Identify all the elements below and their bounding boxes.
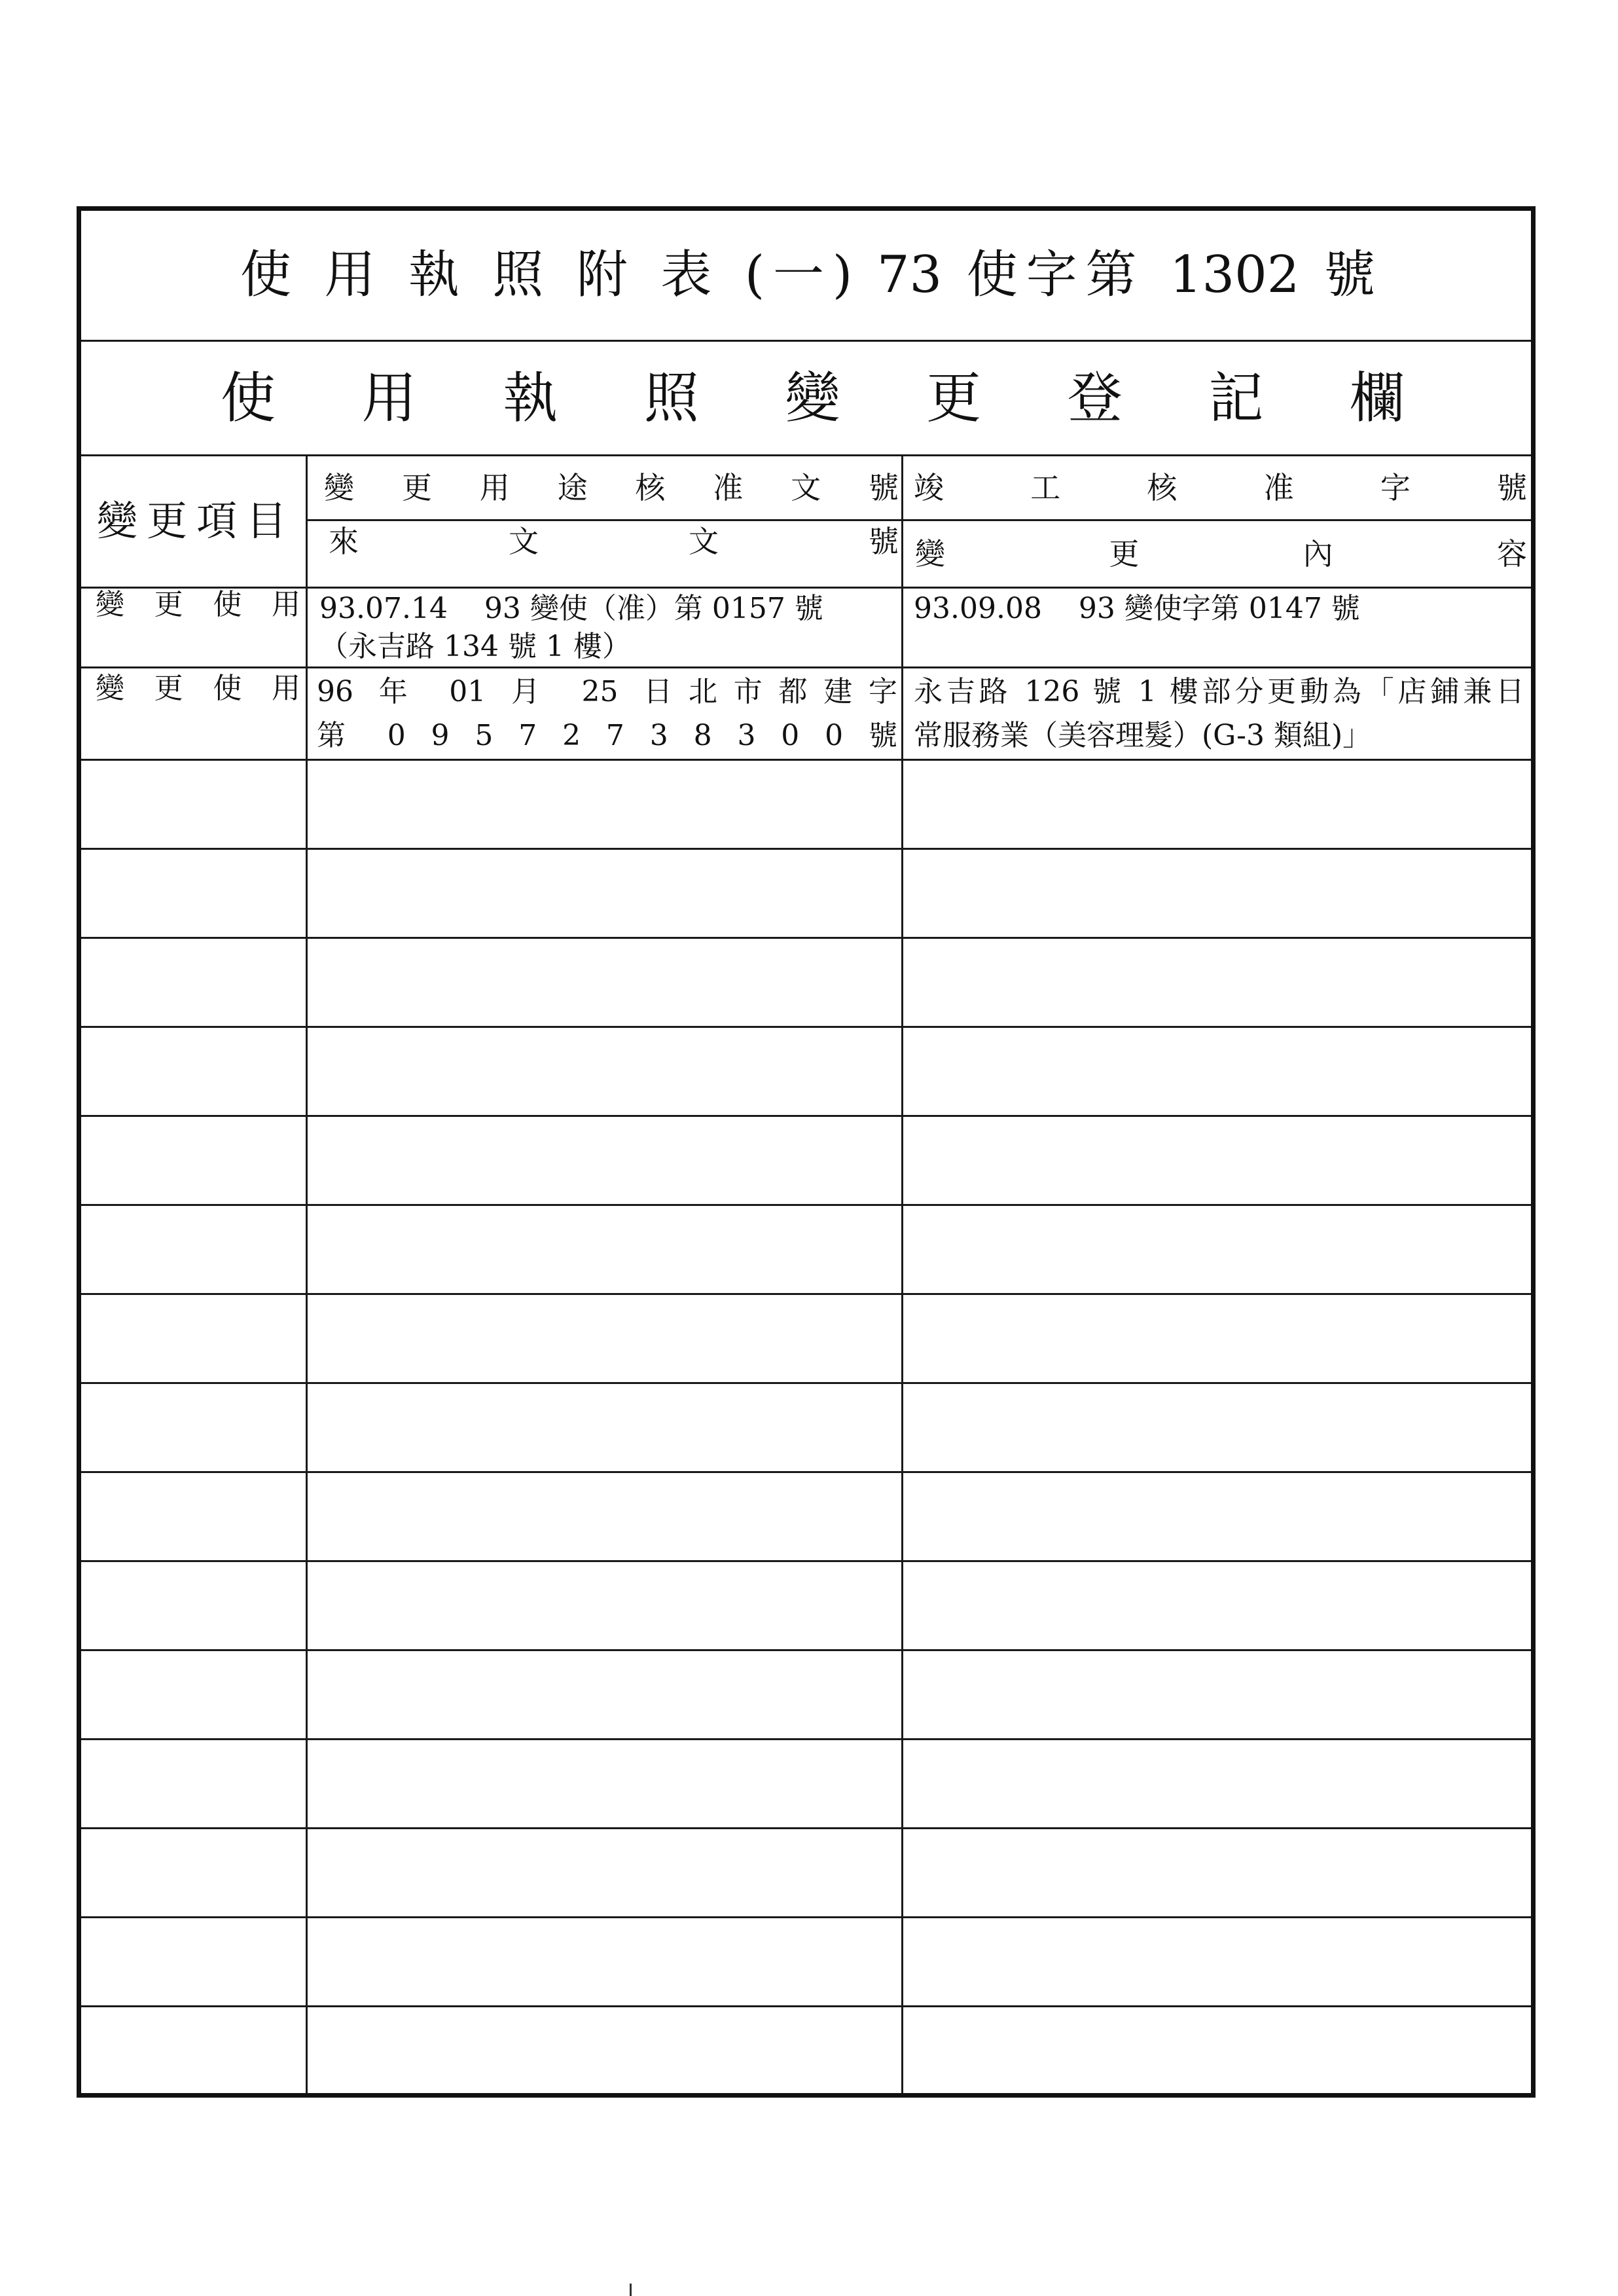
- empty-row: [79, 1561, 1534, 1650]
- entry-content-line: 常服務業（美容理髮）(G-3 類組)」: [914, 719, 1372, 752]
- empty-row: [79, 1294, 1534, 1383]
- section-heading-cell: [79, 341, 1534, 456]
- empty-doc-cell: [307, 1918, 903, 2007]
- incoming-doc-header-cell: [307, 520, 903, 588]
- empty-item-cell: [79, 1027, 307, 1116]
- empty-item-cell: [79, 1829, 307, 1918]
- completion-approval-header-cell: [903, 456, 1534, 520]
- entry-item-cell: [79, 668, 307, 760]
- change-registration-table: [77, 206, 1536, 2098]
- empty-row: [79, 1383, 1534, 1472]
- empty-row: [79, 1205, 1534, 1294]
- empty-row: [79, 760, 1534, 849]
- entry-content-cell: [903, 668, 1534, 760]
- empty-doc-cell: [307, 1027, 903, 1116]
- empty-content-cell: [903, 938, 1534, 1027]
- empty-doc-cell: [307, 1829, 903, 1918]
- entry-item: 變 更 使 用: [96, 672, 300, 705]
- empty-row: [79, 1918, 1534, 2007]
- empty-row: [79, 2007, 1534, 2096]
- empty-row: [79, 849, 1534, 938]
- empty-doc-cell: [307, 1650, 903, 1740]
- page-title: 使 用 執 照 附 表 (一) 73 使字第 1302 號: [240, 245, 1376, 304]
- empty-content-cell: [903, 1294, 1534, 1383]
- empty-doc-cell: [307, 1740, 903, 1829]
- approval-doc-header-cell: [307, 456, 903, 520]
- empty-row: [79, 938, 1534, 1027]
- empty-row: [79, 1027, 1534, 1116]
- empty-item-cell: [79, 760, 307, 849]
- incoming-doc-header: 來 文 文 號: [329, 524, 899, 559]
- empty-item-cell: [79, 1383, 307, 1472]
- entry-doc-line: 93.07.14 93 變使（准）第 0157 號: [319, 592, 823, 625]
- empty-doc-cell: [307, 1294, 903, 1383]
- empty-item-cell: [79, 1472, 307, 1561]
- empty-content-cell: [903, 1205, 1534, 1294]
- scan-mark: [630, 2284, 632, 2296]
- table-row: [79, 668, 1534, 760]
- entry-doc-line: 96 年 01 月 25 日北市都建字: [317, 675, 897, 708]
- empty-doc-cell: [307, 1472, 903, 1561]
- empty-doc-cell: [307, 760, 903, 849]
- empty-doc-cell: [307, 849, 903, 938]
- empty-item-cell: [79, 1740, 307, 1829]
- table-row: [79, 588, 1534, 668]
- entry-doc-cell: [307, 668, 903, 760]
- section-heading: 使 用 執 照 變 更 登 記 欄: [221, 365, 1405, 430]
- change-content-header-cell: [903, 520, 1534, 588]
- empty-item-cell: [79, 1116, 307, 1205]
- completion-approval-header: 竣 工 核 准 字 號: [914, 469, 1528, 505]
- empty-doc-cell: [307, 1383, 903, 1472]
- empty-content-cell: [903, 1829, 1534, 1918]
- entry-doc-cell: [307, 588, 903, 668]
- entry-doc-line: （永吉路 134 號 1 樓）: [319, 630, 631, 663]
- empty-content-cell: [903, 2007, 1534, 2096]
- empty-content-cell: [903, 849, 1534, 938]
- empty-item-cell: [79, 1561, 307, 1650]
- empty-doc-cell: [307, 1205, 903, 1294]
- title-cell: [79, 209, 1534, 341]
- empty-item-cell: [79, 1294, 307, 1383]
- entry-item-cell: [79, 588, 307, 668]
- entry-content-cell: [903, 588, 1534, 668]
- empty-row: [79, 1116, 1534, 1205]
- empty-content-cell: [903, 1383, 1534, 1472]
- section-heading-row: [79, 341, 1534, 456]
- change-item-header: 變更項目: [97, 497, 297, 545]
- empty-content-cell: [903, 1027, 1534, 1116]
- entry-doc-line: 第 0 9 5 7 2 7 3 8 3 0 0 號: [317, 719, 897, 752]
- empty-content-cell: [903, 1740, 1534, 1829]
- entry-item: 變 更 使 用: [96, 588, 300, 621]
- header-row-1: [79, 456, 1534, 520]
- empty-item-cell: [79, 1205, 307, 1294]
- empty-doc-cell: [307, 938, 903, 1027]
- empty-item-cell: [79, 1918, 307, 2007]
- empty-content-cell: [903, 760, 1534, 849]
- title-row: [79, 209, 1534, 341]
- empty-content-cell: [903, 1116, 1534, 1205]
- entry-content-line: 永吉路 126 號 1 樓部分更動為「店鋪兼日: [914, 675, 1525, 708]
- empty-content-cell: [903, 1561, 1534, 1650]
- empty-doc-cell: [307, 1116, 903, 1205]
- change-content-header: 變 更 內 容: [915, 536, 1528, 572]
- empty-item-cell: [79, 2007, 307, 2096]
- empty-item-cell: [79, 1650, 307, 1740]
- empty-row: [79, 1650, 1534, 1740]
- empty-row: [79, 1472, 1534, 1561]
- empty-doc-cell: [307, 1561, 903, 1650]
- approval-doc-header: 變 更 用 途 核 准 文 號: [324, 469, 899, 505]
- empty-row: [79, 1829, 1534, 1918]
- empty-row: [79, 1740, 1534, 1829]
- entry-content-line: 93.09.08 93 變使字第 0147 號: [914, 592, 1360, 625]
- empty-content-cell: [903, 1472, 1534, 1561]
- empty-item-cell: [79, 938, 307, 1027]
- empty-doc-cell: [307, 2007, 903, 2096]
- empty-content-cell: [903, 1918, 1534, 2007]
- empty-content-cell: [903, 1650, 1534, 1740]
- empty-item-cell: [79, 849, 307, 938]
- change-item-header-cell: [79, 456, 307, 588]
